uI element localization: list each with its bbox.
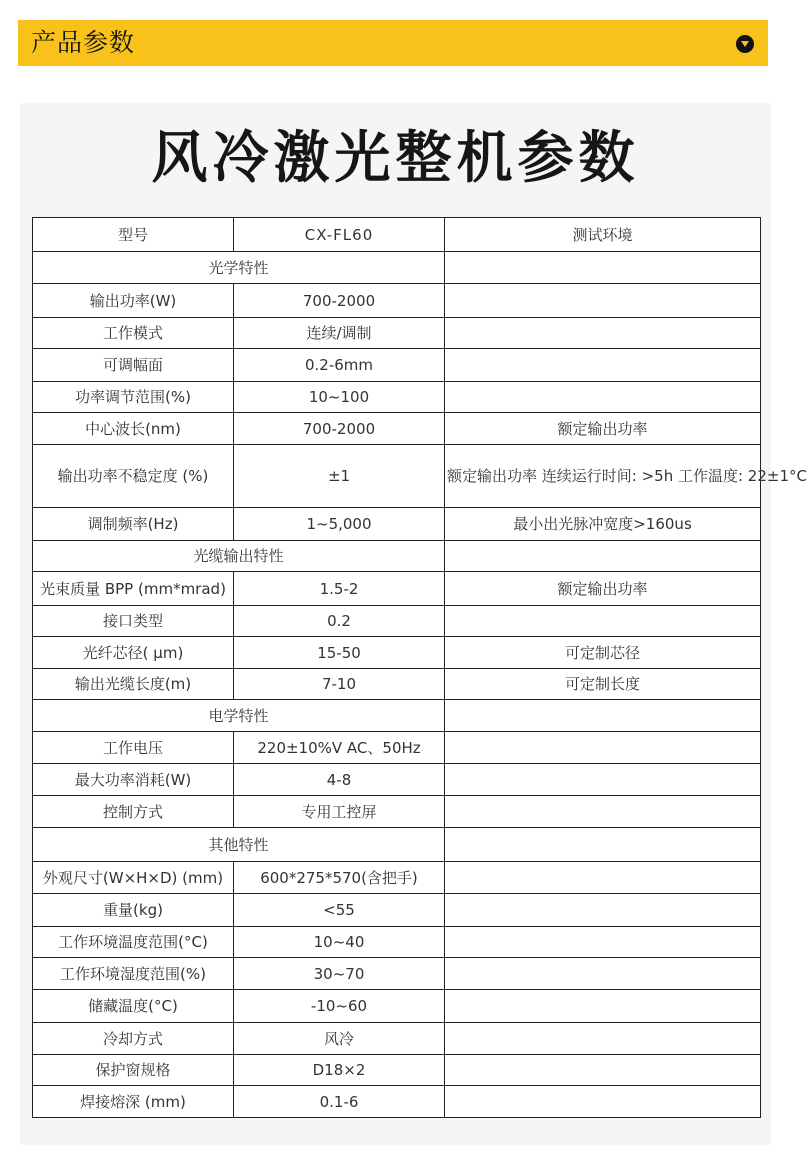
- table-row: [33, 413, 761, 445]
- param-note: [445, 990, 761, 1023]
- param-value: 1.5-2: [234, 572, 445, 606]
- param-value: 220±10%V AC、50Hz: [234, 732, 445, 764]
- param-value: 连续/调制: [234, 318, 445, 349]
- param-label: 工作环境温度范围(°C): [33, 927, 234, 958]
- table-row: [33, 284, 761, 318]
- param-note: [445, 284, 761, 318]
- table-row: [33, 732, 761, 764]
- section-row: [33, 252, 761, 284]
- section-header-title: 产品参数: [31, 28, 136, 57]
- param-note: [445, 1023, 761, 1055]
- param-label: 储藏温度(°C): [33, 990, 234, 1023]
- param-label: 焊接熔深 (mm): [33, 1086, 234, 1118]
- table-row: [33, 1055, 761, 1086]
- param-label: 最大功率消耗(W): [33, 764, 234, 796]
- param-note: [445, 732, 761, 764]
- param-value: 0.2: [234, 606, 445, 637]
- parameters-table: [32, 217, 807, 1118]
- table-row: [33, 637, 761, 669]
- table-row: [33, 990, 761, 1023]
- param-value: 600*275*570(含把手): [234, 862, 445, 894]
- page-title: 风冷激光整机参数: [151, 126, 640, 191]
- section-note-cell: [445, 252, 761, 284]
- section-note-cell: [445, 828, 761, 862]
- table-row: [33, 894, 761, 927]
- param-note: [445, 927, 761, 958]
- chevron-down-icon[interactable]: [736, 35, 754, 53]
- table-row: [33, 349, 761, 382]
- table-row: [33, 958, 761, 990]
- param-note: 可定制芯径: [445, 637, 761, 669]
- table-row: [33, 318, 761, 349]
- param-note: 最小出光脉冲宽度>160us: [445, 508, 761, 541]
- param-note: [445, 958, 761, 990]
- param-label: 控制方式: [33, 796, 234, 828]
- param-label: 中心波长(nm): [33, 413, 234, 445]
- param-value: 700-2000: [234, 284, 445, 318]
- param-note: [445, 862, 761, 894]
- param-value: 10~40: [234, 927, 445, 958]
- section-header-bar[interactable]: [18, 20, 768, 66]
- param-note: [445, 382, 761, 413]
- param-note: 额定输出功率 连续运行时间: >5h 工作温度: 22±1°C: [445, 445, 761, 508]
- table-row: [33, 764, 761, 796]
- param-label: 接口类型: [33, 606, 234, 637]
- table-row: [33, 1086, 761, 1118]
- param-label: 工作电压: [33, 732, 234, 764]
- param-label: 调制频率(Hz): [33, 508, 234, 541]
- param-label: 保护窗规格: [33, 1055, 234, 1086]
- param-label: 可调幅面: [33, 349, 234, 382]
- param-label: 光束质量 BPP (mm*mrad): [33, 572, 234, 606]
- section-label: 其他特性: [33, 828, 445, 862]
- table-row: [33, 1023, 761, 1055]
- param-note: [445, 1086, 761, 1118]
- header-env-label: 测试环境: [445, 218, 761, 252]
- param-label: 功率调节范围(%): [33, 382, 234, 413]
- param-value: 1~5,000: [234, 508, 445, 541]
- table-row: [33, 927, 761, 958]
- param-label: 输出光缆长度(m): [33, 669, 234, 700]
- param-label: 工作环境湿度范围(%): [33, 958, 234, 990]
- param-value: 风冷: [234, 1023, 445, 1055]
- table-row: [33, 606, 761, 637]
- param-label: 光纤芯径( µm): [33, 637, 234, 669]
- param-note: [445, 764, 761, 796]
- table-row: [33, 796, 761, 828]
- table-row: [33, 508, 761, 541]
- param-value: 专用工控屏: [234, 796, 445, 828]
- header-model-label: 型号: [33, 218, 234, 252]
- param-value: 700-2000: [234, 413, 445, 445]
- param-note: [445, 606, 761, 637]
- param-note: [445, 1055, 761, 1086]
- param-label: 工作模式: [33, 318, 234, 349]
- param-label: 输出功率不稳定度 (%): [33, 445, 234, 508]
- param-label: 重量(kg): [33, 894, 234, 927]
- param-note: [445, 894, 761, 927]
- param-label: 输出功率(W): [33, 284, 234, 318]
- section-row: [33, 828, 761, 862]
- param-label: 冷却方式: [33, 1023, 234, 1055]
- param-note: [445, 318, 761, 349]
- param-value: 4-8: [234, 764, 445, 796]
- param-value: 0.1-6: [234, 1086, 445, 1118]
- param-value: 30~70: [234, 958, 445, 990]
- table-row: [33, 382, 761, 413]
- section-label: 电学特性: [33, 700, 445, 732]
- table-row: [33, 669, 761, 700]
- param-value: <55: [234, 894, 445, 927]
- param-value: 7-10: [234, 669, 445, 700]
- param-note: 额定输出功率: [445, 572, 761, 606]
- section-note-cell: [445, 541, 761, 572]
- table-row: [33, 862, 761, 894]
- param-value: -10~60: [234, 990, 445, 1023]
- param-value: 0.2-6mm: [234, 349, 445, 382]
- param-label: 外观尺寸(W×H×D) (mm): [33, 862, 234, 894]
- param-value: D18×2: [234, 1055, 445, 1086]
- table-row: [33, 572, 761, 606]
- section-row: [33, 700, 761, 732]
- param-note: [445, 796, 761, 828]
- param-value: 15-50: [234, 637, 445, 669]
- section-label: 光学特性: [33, 252, 445, 284]
- table-row: [33, 445, 761, 508]
- param-note: 额定输出功率: [445, 413, 761, 445]
- section-row: [33, 541, 761, 572]
- section-note-cell: [445, 700, 761, 732]
- table-header-row: [33, 218, 761, 252]
- param-note: 可定制长度: [445, 669, 761, 700]
- header-model-value: CX-FL60: [234, 218, 445, 252]
- section-label: 光缆输出特性: [33, 541, 445, 572]
- param-note: [445, 349, 761, 382]
- param-value: 10~100: [234, 382, 445, 413]
- param-value: ±1: [234, 445, 445, 508]
